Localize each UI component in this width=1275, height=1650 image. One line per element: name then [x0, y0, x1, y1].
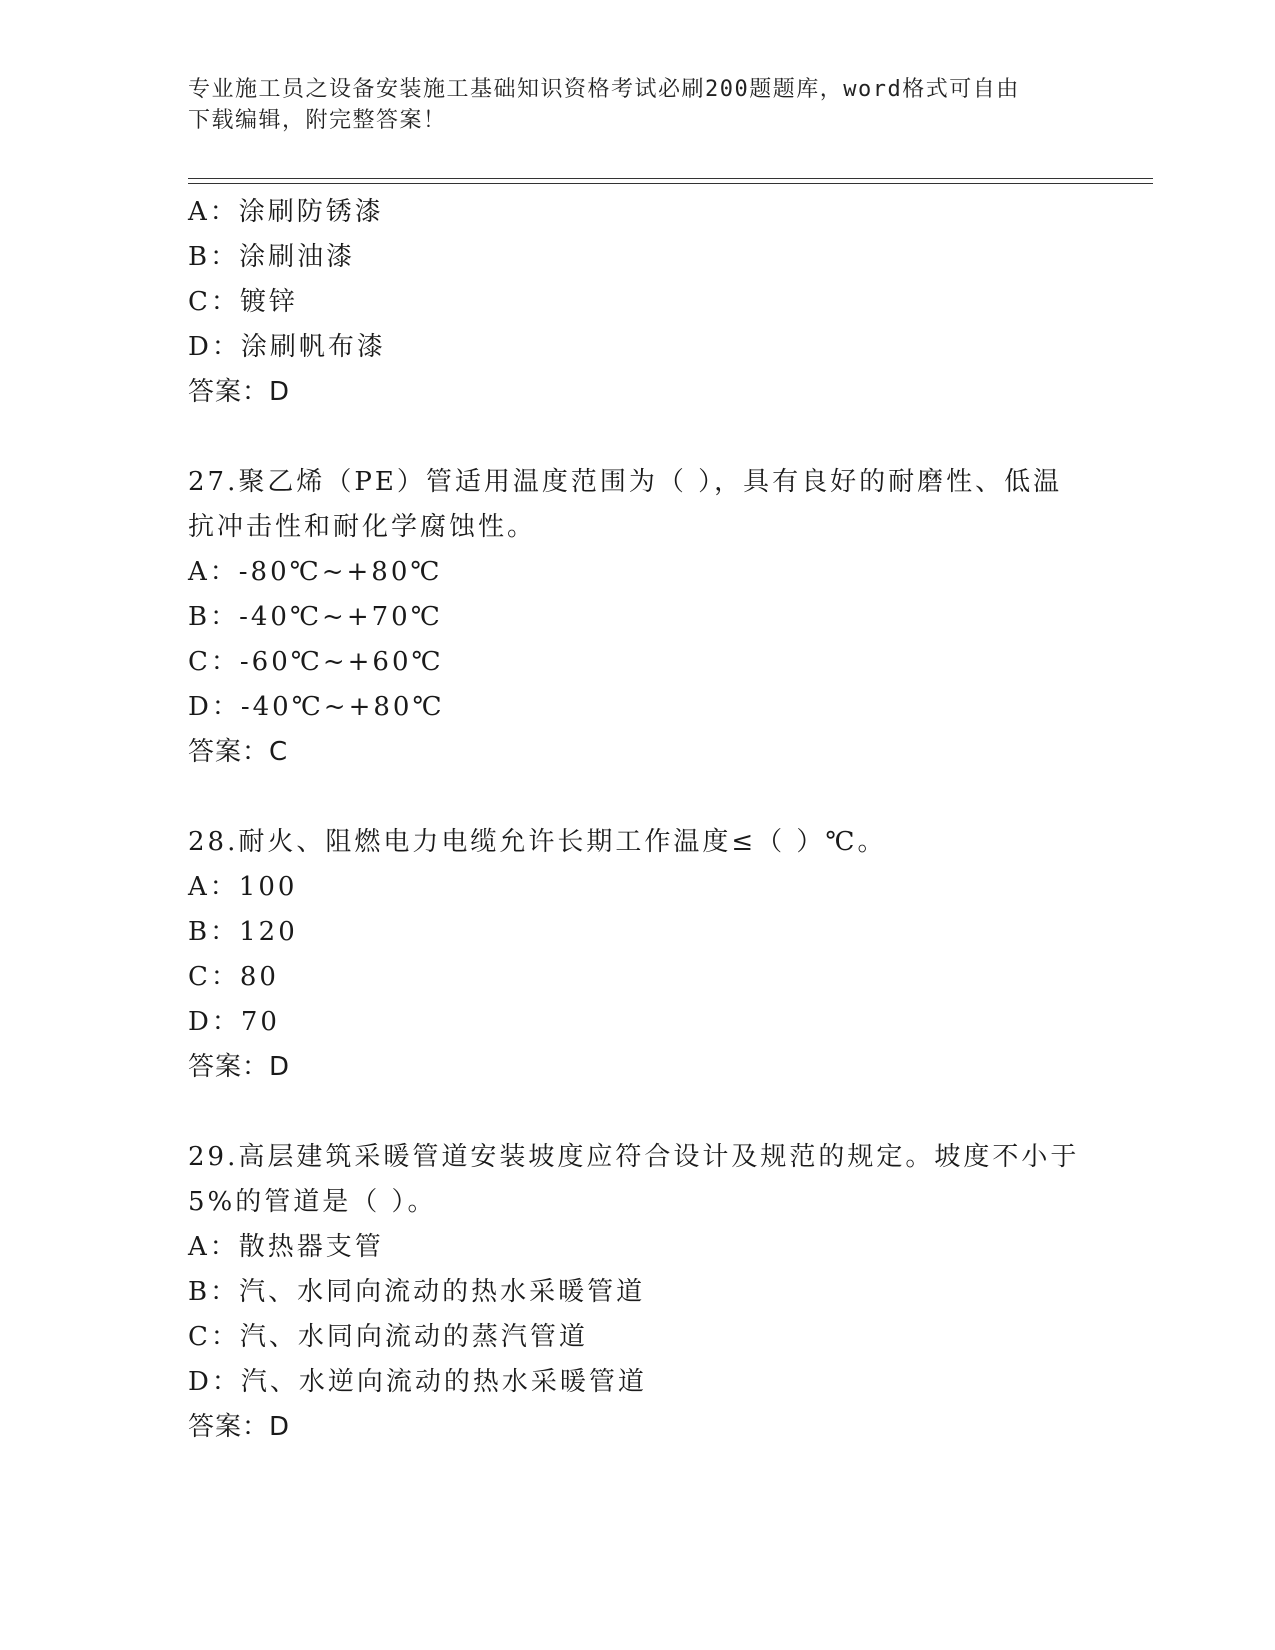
- q29-option-b: B：汽、水同向流动的热水采暖管道: [188, 1277, 646, 1307]
- q29-option-a: A：散热器支管: [188, 1232, 384, 1262]
- q27-stem-line-2: 抗冲击性和耐化学腐蚀性。: [188, 512, 537, 542]
- q26-option-a: A：涂刷防锈漆: [188, 197, 384, 227]
- q27-answer: 答案：C: [188, 737, 289, 767]
- header-line-2: 下载编辑，附完整答案！: [188, 108, 447, 133]
- q28-option-b: B：120: [188, 917, 298, 947]
- q27-option-d: D：-40℃~+80℃: [188, 692, 445, 722]
- q26-option-b: B：涂刷油漆: [188, 242, 356, 272]
- q28-stem-line-1: 28.耐火、阻燃电力电缆允许长期工作温度≤（ ）℃。: [188, 827, 887, 857]
- q29-option-c: C：汽、水同向流动的蒸汽管道: [188, 1322, 588, 1352]
- q27-option-b: B：-40℃~+70℃: [188, 602, 443, 632]
- q27-stem-line-1: 27.聚乙烯（PE）管适用温度范围为（ ），具有良好的耐磨性、低温: [188, 467, 1063, 497]
- q26-option-d: D：涂刷帆布漆: [188, 332, 386, 362]
- document-header: [188, 74, 1068, 136]
- q28-option-d: D：70: [188, 1007, 280, 1037]
- q28-option-a: A：100: [188, 872, 298, 902]
- header-rule-top: [188, 178, 1153, 179]
- q29-stem-line-2: 5%的管道是（ ）。: [188, 1187, 437, 1217]
- header-rule-bottom: [188, 183, 1153, 184]
- q29-stem-line-1: 29.高层建筑采暖管道安装坡度应符合设计及规范的规定。坡度不小于: [188, 1142, 1080, 1172]
- q26-option-c: C：镀锌: [188, 287, 298, 317]
- q28-option-c: C：80: [188, 962, 279, 992]
- q27-option-a: A：-80℃~+80℃: [188, 557, 443, 587]
- q28-answer: 答案：D: [188, 1052, 291, 1082]
- q29-option-d: D：汽、水逆向流动的热水采暖管道: [188, 1367, 647, 1397]
- q26-answer: 答案：D: [188, 377, 291, 407]
- q27-option-c: C：-60℃~+60℃: [188, 647, 444, 677]
- q29-answer: 答案：D: [188, 1412, 291, 1442]
- header-line-1: 专业施工员之设备安装施工基础知识资格考试必刷200题题库，word格式可自由: [188, 77, 1020, 102]
